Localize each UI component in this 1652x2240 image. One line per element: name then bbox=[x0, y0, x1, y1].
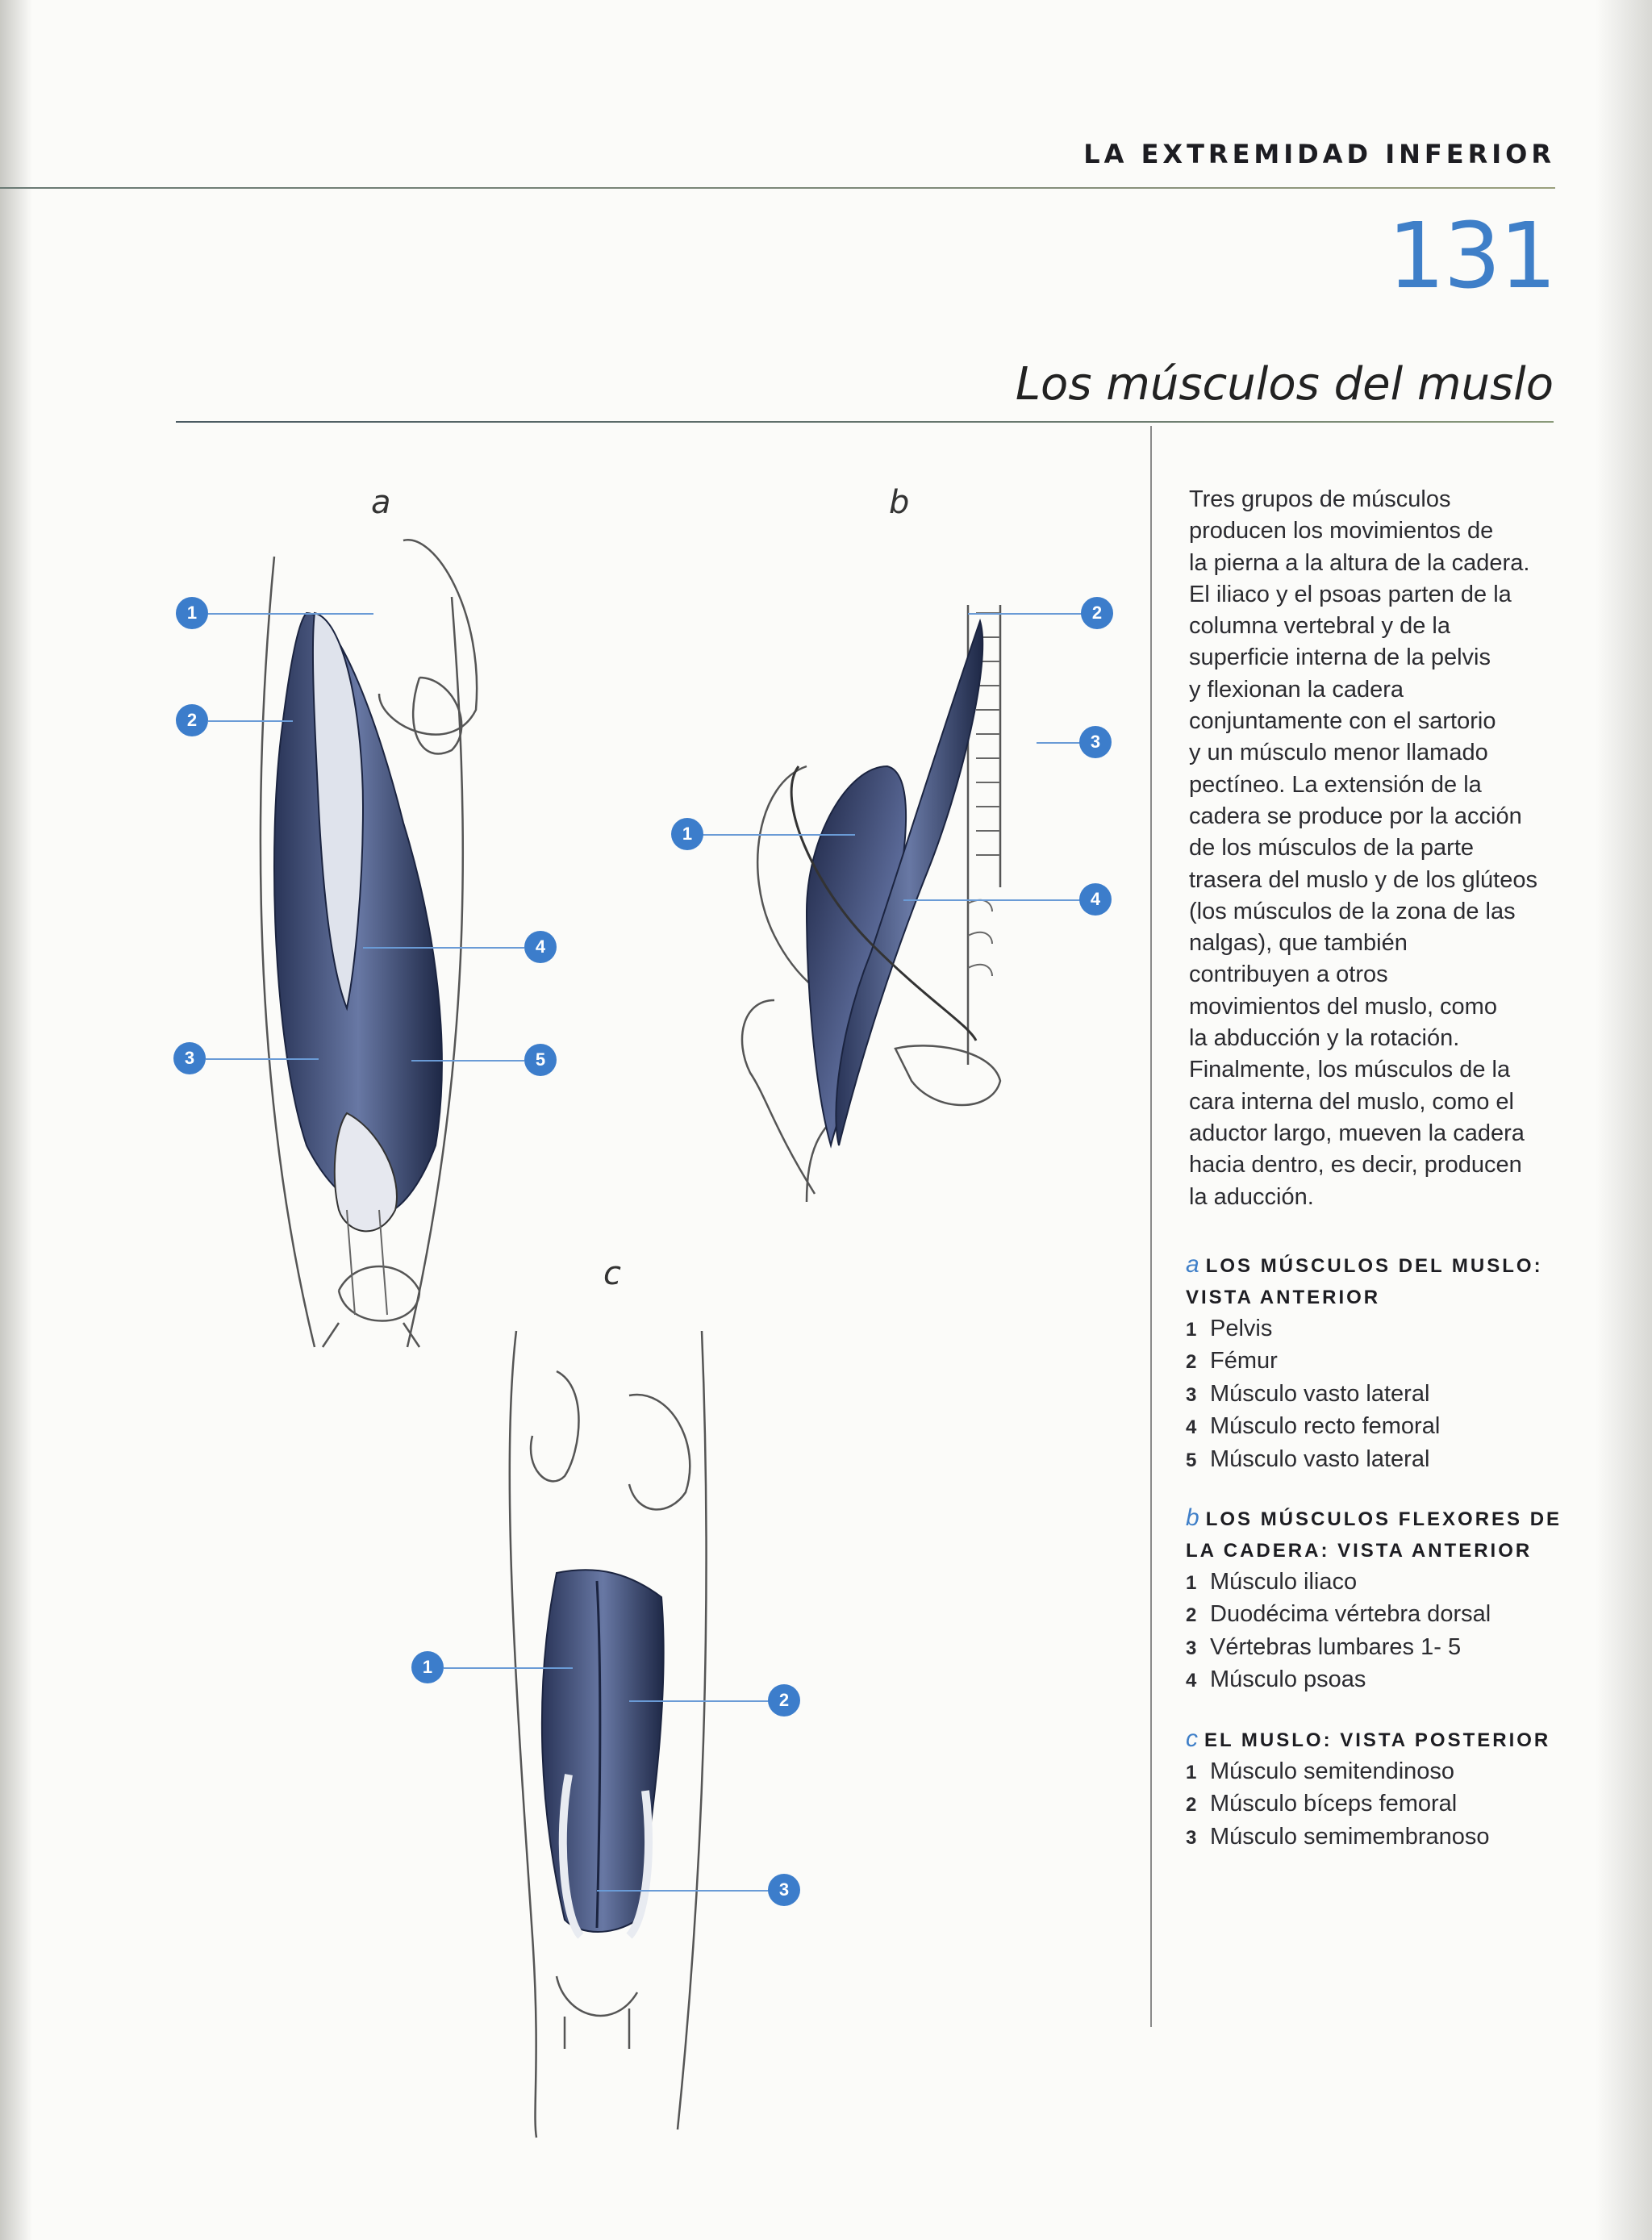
figure-c-leader-1 bbox=[444, 1667, 573, 1669]
figure-a-callout-4: 4 bbox=[524, 931, 557, 963]
legend-a-heading bbox=[1186, 1249, 1565, 1282]
body-text bbox=[1189, 484, 1560, 1213]
legend-a bbox=[1186, 1249, 1565, 1476]
legend-c-letter: c bbox=[1186, 1725, 1198, 1752]
body-line: El iliaco y el psoas parten de la bbox=[1189, 581, 1512, 607]
column-divider bbox=[1150, 426, 1152, 2027]
legend-b-heading bbox=[1186, 1502, 1565, 1535]
body-line: cara interna del muslo, como el bbox=[1189, 1088, 1514, 1115]
legend-item: 1 Músculo semitendinoso bbox=[1186, 1758, 1455, 1784]
legend-item: 3 Músculo semimembranoso bbox=[1186, 1823, 1490, 1850]
figure-a-leader-4 bbox=[363, 947, 524, 949]
body-line: movimientos del muslo, como bbox=[1189, 993, 1497, 1020]
figure-c-letter: c bbox=[603, 1255, 621, 1292]
legend-item: 1 Pelvis bbox=[1186, 1316, 1273, 1341]
legend-b bbox=[1186, 1502, 1565, 1697]
body-line: columna vertebral y de la bbox=[1189, 613, 1450, 640]
legend-c-heading bbox=[1186, 1723, 1565, 1756]
figure-a-leader-3 bbox=[206, 1058, 319, 1060]
legend-a-heading-line-1: LOS MÚSCULOS DEL MUSLO: bbox=[1205, 1255, 1543, 1277]
body-line: Tres grupos de músculos bbox=[1189, 486, 1451, 512]
legend-item: 2 Músculo bíceps femoral bbox=[1186, 1791, 1458, 1817]
body-line: la abducción y la rotación. bbox=[1189, 1025, 1460, 1052]
figure-a-leader-5 bbox=[411, 1060, 524, 1062]
figure-c-callout-2: 2 bbox=[768, 1684, 800, 1716]
legend-item: 5 Músculo vasto lateral bbox=[1186, 1445, 1430, 1472]
legend-item: 1 Músculo iliaco bbox=[1186, 1569, 1358, 1595]
figure-c-leader-2 bbox=[629, 1700, 782, 1702]
figure-a-leader-2 bbox=[208, 720, 293, 722]
figure-b-leader-1 bbox=[702, 834, 855, 836]
figure-b-leader-4 bbox=[903, 899, 1097, 901]
page-title: Los músculos del muslo bbox=[1015, 358, 1554, 411]
body-line: pectíneo. La extensión de la bbox=[1189, 771, 1482, 798]
body-line: la pierna a la altura de la cadera. bbox=[1189, 549, 1530, 576]
legend-c bbox=[1186, 1723, 1565, 1854]
legend-item: 2 Fémur bbox=[1186, 1348, 1278, 1374]
figure-b-callout-4: 4 bbox=[1079, 883, 1112, 916]
body-line: Finalmente, los músculos de la bbox=[1189, 1057, 1511, 1083]
body-line: de los músculos de la parte bbox=[1189, 835, 1475, 861]
legend-b-heading-line-1: LOS MÚSCULOS FLEXORES DE bbox=[1205, 1508, 1562, 1530]
body-line: la aducción. bbox=[1189, 1183, 1314, 1210]
figure-a-callout-3: 3 bbox=[173, 1042, 206, 1074]
body-line: cadera se produce por la acción bbox=[1189, 803, 1522, 829]
page-edge-shadow bbox=[1596, 0, 1652, 2240]
body-line: conjuntamente con el sartorio bbox=[1189, 708, 1496, 735]
figure-b-leader-2 bbox=[968, 613, 1097, 615]
body-line: nalgas), que también bbox=[1189, 930, 1408, 957]
figure-b-callout-1: 1 bbox=[671, 818, 703, 850]
figure-b-callout-3: 3 bbox=[1079, 726, 1112, 758]
legend-item: 2 Duodécima vértebra dorsal bbox=[1186, 1601, 1491, 1628]
legend-c-heading-line-1: EL MUSLO: VISTA POSTERIOR bbox=[1204, 1729, 1551, 1751]
body-line: trasera del muslo y de los glúteos bbox=[1189, 866, 1537, 893]
legend-item: 3 Músculo vasto lateral bbox=[1186, 1380, 1430, 1407]
figure-a-leader-1 bbox=[208, 613, 373, 615]
figure-b-letter: b bbox=[889, 484, 910, 521]
figure-a-letter: a bbox=[371, 484, 391, 521]
legend-a-letter: a bbox=[1186, 1251, 1199, 1278]
body-line: producen los movimientos de bbox=[1189, 518, 1494, 544]
body-line: (los músculos de la zona de las bbox=[1189, 898, 1516, 924]
body-line: y un músculo menor llamado bbox=[1189, 740, 1488, 766]
legend-item: 3 Vértebras lumbares 1- 5 bbox=[1186, 1633, 1462, 1660]
body-line: hacia dentro, es decir, producen bbox=[1189, 1152, 1522, 1178]
body-line: aductor largo, mueven la cadera bbox=[1189, 1120, 1525, 1146]
figure-a-callout-5: 5 bbox=[524, 1044, 557, 1076]
page-number: 131 bbox=[1387, 204, 1555, 309]
legend-a-heading-2: VISTA ANTERIOR bbox=[1186, 1287, 1381, 1308]
running-head: LA EXTREMIDAD INFERIOR bbox=[1083, 139, 1555, 169]
figure-c-callout-3: 3 bbox=[768, 1874, 800, 1906]
body-line: superficie interna de la pelvis bbox=[1189, 644, 1491, 671]
figure-a-callout-2: 2 bbox=[176, 704, 208, 736]
figure-c-callout-1: 1 bbox=[411, 1651, 444, 1683]
body-line: contribuyen a otros bbox=[1189, 961, 1388, 988]
figure-c-leader-3 bbox=[597, 1890, 782, 1892]
legend-item: 4 Músculo recto femoral bbox=[1186, 1413, 1441, 1440]
figure-a-callout-1: 1 bbox=[176, 597, 208, 629]
legend-b-heading-2: LA CADERA: VISTA ANTERIOR bbox=[1186, 1540, 1533, 1562]
legend-item: 4 Músculo psoas bbox=[1186, 1666, 1366, 1693]
legend-b-letter: b bbox=[1186, 1504, 1199, 1531]
body-line: y flexionan la cadera bbox=[1189, 676, 1404, 703]
figure-b-callout-2: 2 bbox=[1081, 597, 1113, 629]
